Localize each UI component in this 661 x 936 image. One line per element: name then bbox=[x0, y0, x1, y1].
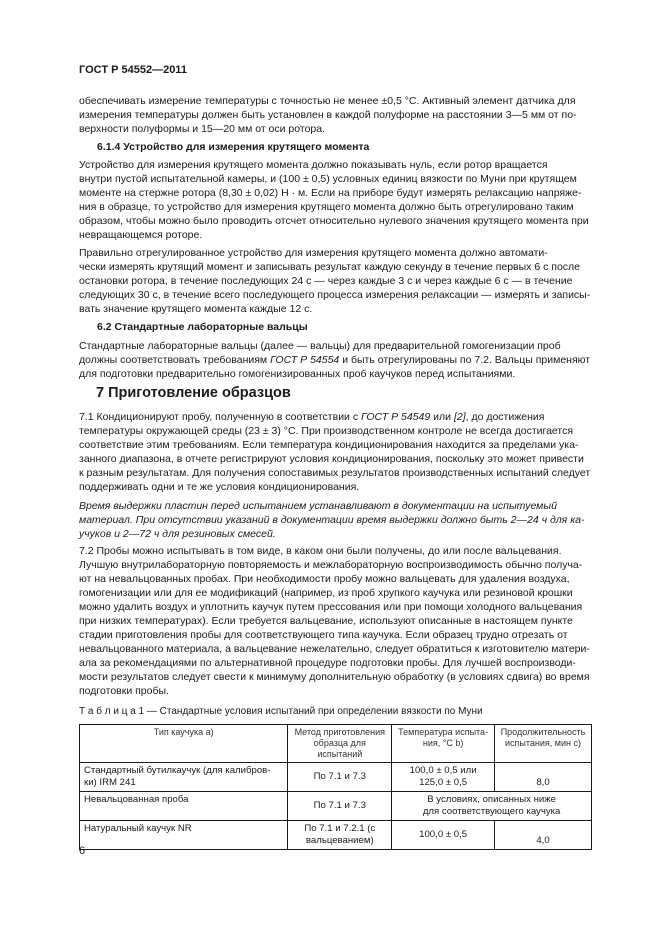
table-row bbox=[80, 763, 592, 792]
table-header-row bbox=[80, 725, 592, 763]
paragraph-intro: обеспечивать измерение температуры с точностью не менее ±0,5 °С. Активный элемент датчика для измерения температуры должен быть установлен в каждой полуформе на расстоянии 3—5 мм от по- верхности полуформы и 15—20 мм от оси ротора. bbox=[79, 95, 577, 135]
text-run: или bbox=[430, 411, 454, 423]
paragraph-6-1-4-a: Устройство для измерения крутящего момента должно показывать нуль, если ротор вращается внутри пустой испытательной камеры, и (100 ± 0,5) условных единиц вязкости по Муни при крутящем моменте на стержне ротора (8,30 ± 0,02) Н · м. Если на приборе будут измерять релаксацию напряже- ния в образце, то устройство для измерения крутящего момента должно быть отрегулировано таким образом, чтобы можно было проводить отсчет относительно нулевого значения крутящего момента при невращающемся роторе. bbox=[79, 159, 589, 241]
text-run: Стандартные лабораторные вальцы (далее — вальцы) для предварительной гомогенизации проб должны соответствовать требованиям bbox=[79, 340, 561, 366]
text-run: 7.1 Кондиционируют пробу, полученную в соответствии с bbox=[79, 411, 362, 423]
table-header-cell: Продолжительность испытания, мин c) bbox=[495, 725, 592, 763]
table-cell: 100,0 ± 0,5 или 125,0 ± 0,5 bbox=[392, 763, 495, 792]
table-header-cell: Метод приготовления образца для испытаний bbox=[288, 725, 392, 763]
table-header-cell: Тип каучука а) bbox=[80, 725, 288, 763]
text-run: , до достижения температуры окружающей среды (23 ± 3) °С. При производственном контроле не всегда достигается соответствие этим требованиям. Если температура кондиционирования находится за пределами ука- занного диапазона, в отчете регистрируют условия кондиционирования, поскольку это может привести к разным результатам. Для получения сопоставимых результатов производственных испытаний следует поддерживать одни и те же условия кондиционирования. bbox=[79, 411, 591, 493]
table-cell: Натуральный каучук NR bbox=[80, 821, 288, 850]
table-header-cell: Температура испыта-ния, °С b) bbox=[392, 725, 495, 763]
paragraph-7-2: 7.2 Пробы можно испытывать в том виде, в каком они были получены, до или после вальцевания. Лучшую внутрилабораторную повторяемость и межлабораторную воспроизводимость обычно получа- ют на невальцованных пробах. При необходимости пробу можно вальцевать для удаления воздуха, гомогенизации или для ее модификаций (например, из проб хрупкого каучука или резиновой крошки можно удалить воздух и уплотнить каучук путем прессования или при помощи холодного вальцевания при низких температурах). Если требуется вальцевание, используют описанные в настоящем пункте стадии приготовления пробы для соответствующего типа каучука. Если образец трудно отрезать от невальцованного материала, а вальцевание нежелательно, следует обратиться к изготовителю матери- ала за рекомендациями по альтернативной процедуре подготовки пробы. Для лучшей воспроизводи- мости результатов следует свести к минимуму дополнительную обработку (в условиях сдвига) во время подготовки пробы. bbox=[79, 545, 590, 697]
page-number: 6 bbox=[79, 845, 86, 857]
ref-gost-54554: ГОСТ Р 54554 bbox=[270, 354, 340, 366]
text-run: и быть отрегулированы по 7.2. Вальцы применяют для подготовки предварительно гомогенизированных проб каучуков перед испытаниями. bbox=[79, 354, 591, 380]
document-header: ГОСТ Р 54552—2011 bbox=[79, 64, 187, 76]
table-caption: Т а б л и ц а 1 — Стандартные условия испытаний при определении вязкости по Муни bbox=[79, 706, 483, 717]
table-cell: 4,0 bbox=[495, 821, 592, 850]
table-cell: По 7.1 и 7.3 bbox=[288, 763, 392, 792]
paragraph-7-1-note: Время выдержки пластин перед испытанием устанавливают в документации на испытуемый материал. При отсутствии указаний в документации время выдержки должно быть 2—24 ч для ка- учуков и 2—72 ч для резиновых смесей. bbox=[79, 500, 585, 540]
paragraph-6-1-4-b: Правильно отрегулированное устройство для измерения крутящего момента должно автомати- чески измерять крутящий момент и записывать результат каждую секунду в течение первых 6 с после остановки ротора, в течение последующих 24 с — через каждые 3 с и через каждые 6 с — в течение следующих 30 с, в течение всего последующего процесса измерения релаксации — измерять и записы- вать значение крутящего момента каждые 12 с. bbox=[79, 247, 591, 315]
table-cell: Невальцованная проба bbox=[80, 792, 288, 821]
heading-6-2: 6.2 Стандартные лабораторные вальцы bbox=[97, 321, 308, 333]
table-cell: Стандартный бутилкаучук (для калибров- ки) IRM 241 bbox=[80, 763, 288, 792]
ref-gost-54549: ГОСТ Р 54549 bbox=[361, 411, 431, 423]
table-cell: По 7.1 и 7.3 bbox=[288, 792, 392, 821]
heading-6-1-4: 6.1.4 Устройство для измерения крутящего момента bbox=[97, 141, 370, 153]
ref-2: [2] bbox=[453, 411, 466, 423]
table-cell: В условиях, описанных ниже для соответствующего каучука bbox=[392, 792, 592, 821]
table-row bbox=[80, 821, 592, 850]
table-cell: 100,0 ± 0,5 bbox=[392, 821, 495, 850]
table-cell: 8,0 bbox=[495, 763, 592, 792]
paragraph-6-2 bbox=[79, 339, 591, 381]
table-row bbox=[80, 792, 592, 821]
paragraph-7-1 bbox=[79, 410, 591, 494]
heading-section-7: 7 Приготовление образцов bbox=[96, 385, 291, 401]
table-1 bbox=[79, 724, 592, 850]
table-cell: По 7.1 и 7.2.1 (с вальцеванием) bbox=[288, 821, 392, 850]
